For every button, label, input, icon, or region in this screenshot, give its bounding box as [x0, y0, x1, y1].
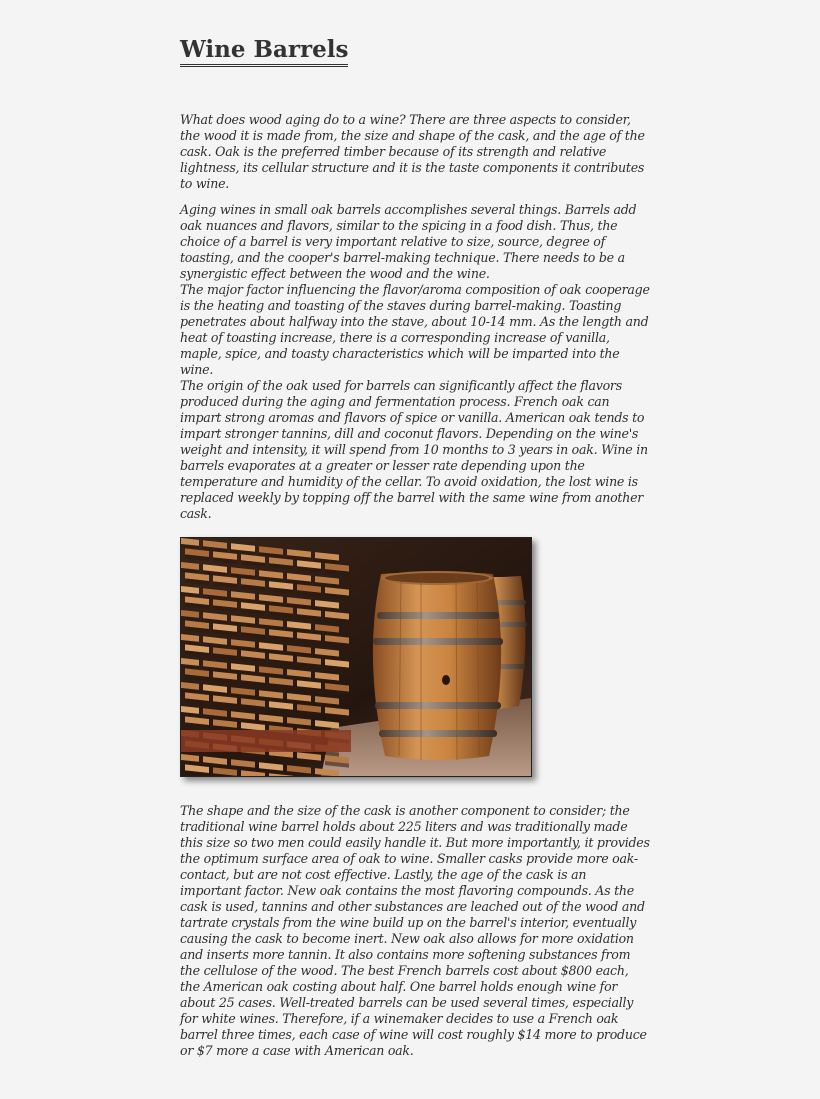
title-text: Wine Barrels: [180, 36, 349, 63]
paragraph-intro: What does wood aging do to a wine? There are three aspects to consider, the wood it is made from, the size and shape of the cask, and the age of the cask. Oak is the preferred timber because of its strength and relative lightness, its cellular structure and it is the taste components it contributes to wine.: [180, 112, 645, 191]
paragraph-toasting: The major factor influencing the flavor/aroma composition of oak cooperage is the heating and toasting of the staves during barrel-making. Toasting penetrates about halfway into the stave, about 10-14 mm. As the length and heat of toasting increase, there is a corresponding increase of vanilla, maple, spice, and toasty characteristics which will be imparted into the wine.: [180, 282, 650, 377]
page-title: [180, 36, 348, 67]
paragraph-aging: Aging wines in small oak barrels accomplishes several things. Barrels add oak nuances and flavors, similar to the spicing in a food dish. Thus, the choice of a barrel is very important relative to size, source, degree of toasting, and the cooper's barrel-making technique. There needs to be a synergistic effect between the wood and the wine.: [180, 202, 637, 281]
paragraph-cask-size: The shape and the size of the cask is another component to consider; the traditional wine barrel holds about 225 liters and was traditionally made this size so two men could easily handle it. But more importantly, it provides the optimum surface area of oak to wine. Smaller casks provide more oak-contact, but are not cost effective. Lastly, the age of the cask is an important factor. New oak contains the most flavoring compounds. As the cask is used, tannins and other substances are leached out of the wood and tartrate crystals from the wine build up on the barrel's interior, eventually causing the cask to become inert. New oak also allows for more oxidation and inserts more tannin. It also contains more softening substances from the cellulose of the wood. The best French barrels cost about $800 each, the American oak costing about half. One barrel holds enough wine for about 25 cases. Well-treated barrels can be used several times, especially for white wines. Therefore, if a winemaker decides to use a French oak barrel three times, each case of wine will cost roughly $14 more to produce or $7 more a case with American oak.: [180, 803, 650, 1058]
paragraph-group-oak: [180, 202, 650, 522]
paragraph-oak-origin: The origin of the oak used for barrels can significantly affect the flavors produced during the aging and fermentation process. French oak can impart strong aromas and flavors of spice or vanilla. American oak tends to impart stronger tannins, dill and coconut flavors. Depending on the wine's weight and intensity, it will spend from 10 months to 3 years in oak. Wine in barrels evaporates at a greater or lesser rate depending upon the temperature and humidity of the cellar. To avoid oxidation, the lost wine is replaced weekly by topping off the barrel with the same wine from another cask.: [180, 378, 648, 521]
barrels-photo: [180, 537, 532, 777]
